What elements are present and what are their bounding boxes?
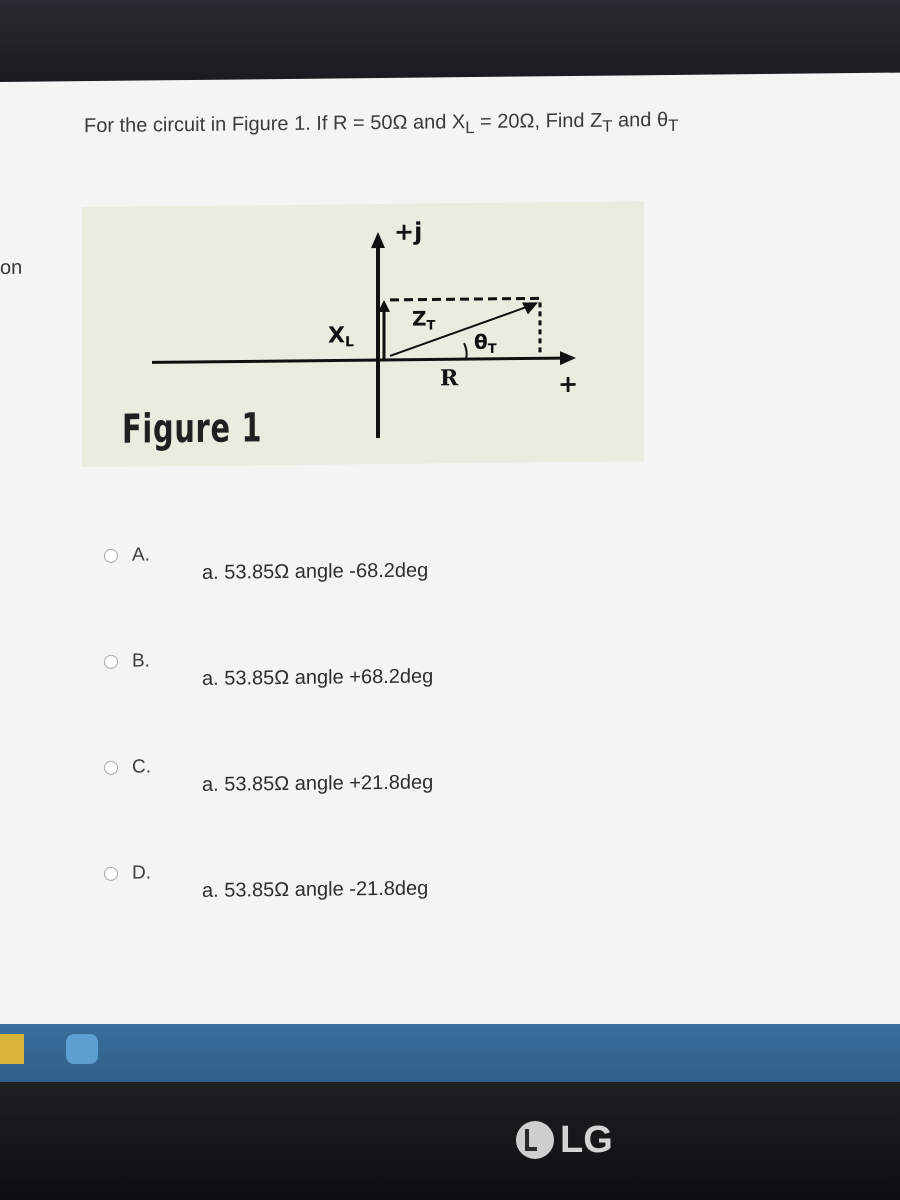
theta-arc: [464, 343, 467, 359]
screen: [0, 73, 900, 1042]
lg-logo-icon: [516, 1121, 554, 1159]
option-text: a. 53.85Ω angle -68.2deg: [202, 559, 429, 584]
label-plus-j: +j: [394, 217, 423, 246]
question-text: For the circuit in Figure 1. If R = 50Ω and $X_L = 20\Omega$, Find $Z_T$ and $\theta_T$: [84, 109, 679, 138]
folder-icon[interactable]: [0, 1034, 24, 1064]
option-letter: D.: [132, 862, 151, 884]
option-text: a. 53.85Ω angle +68.2deg: [202, 665, 434, 690]
monitor-bezel-bottom: [0, 1082, 900, 1200]
brand-logo: [516, 1118, 613, 1162]
option-d[interactable]: [104, 853, 664, 902]
option-text: a. 53.85Ω angle +21.8deg: [202, 771, 434, 796]
dashed-top: [390, 298, 542, 300]
brand-text: LG: [560, 1118, 613, 1161]
label-theta: $\theta_T$: [474, 329, 497, 357]
option-letter: A.: [132, 544, 150, 566]
radio-button[interactable]: [104, 761, 118, 775]
option-a[interactable]: [104, 535, 664, 584]
imaginary-axis-arrow: [371, 232, 385, 248]
cropped-text: on: [0, 256, 23, 279]
figure-caption: Figure 1: [122, 405, 263, 453]
radio-button[interactable]: [104, 867, 118, 881]
label-plus: +: [558, 369, 579, 399]
radio-button[interactable]: [104, 549, 118, 563]
taskbar: [0, 1024, 900, 1082]
zt-vector: [390, 306, 528, 355]
radio-button[interactable]: [104, 655, 118, 669]
monitor-bezel-top: [0, 0, 900, 82]
figure-1: [82, 201, 644, 467]
label-r: R: [440, 365, 459, 392]
app-icon[interactable]: [66, 1034, 98, 1064]
real-axis-arrow: [560, 351, 576, 365]
option-c[interactable]: [104, 747, 664, 796]
option-text: a. 53.85Ω angle -21.8deg: [202, 877, 429, 902]
real-axis: [152, 358, 562, 362]
option-letter: B.: [132, 650, 150, 672]
option-letter: C.: [132, 756, 151, 778]
label-zt: $Z_T$: [412, 306, 436, 334]
option-b[interactable]: [104, 641, 664, 690]
label-xl: XL: [328, 323, 354, 351]
